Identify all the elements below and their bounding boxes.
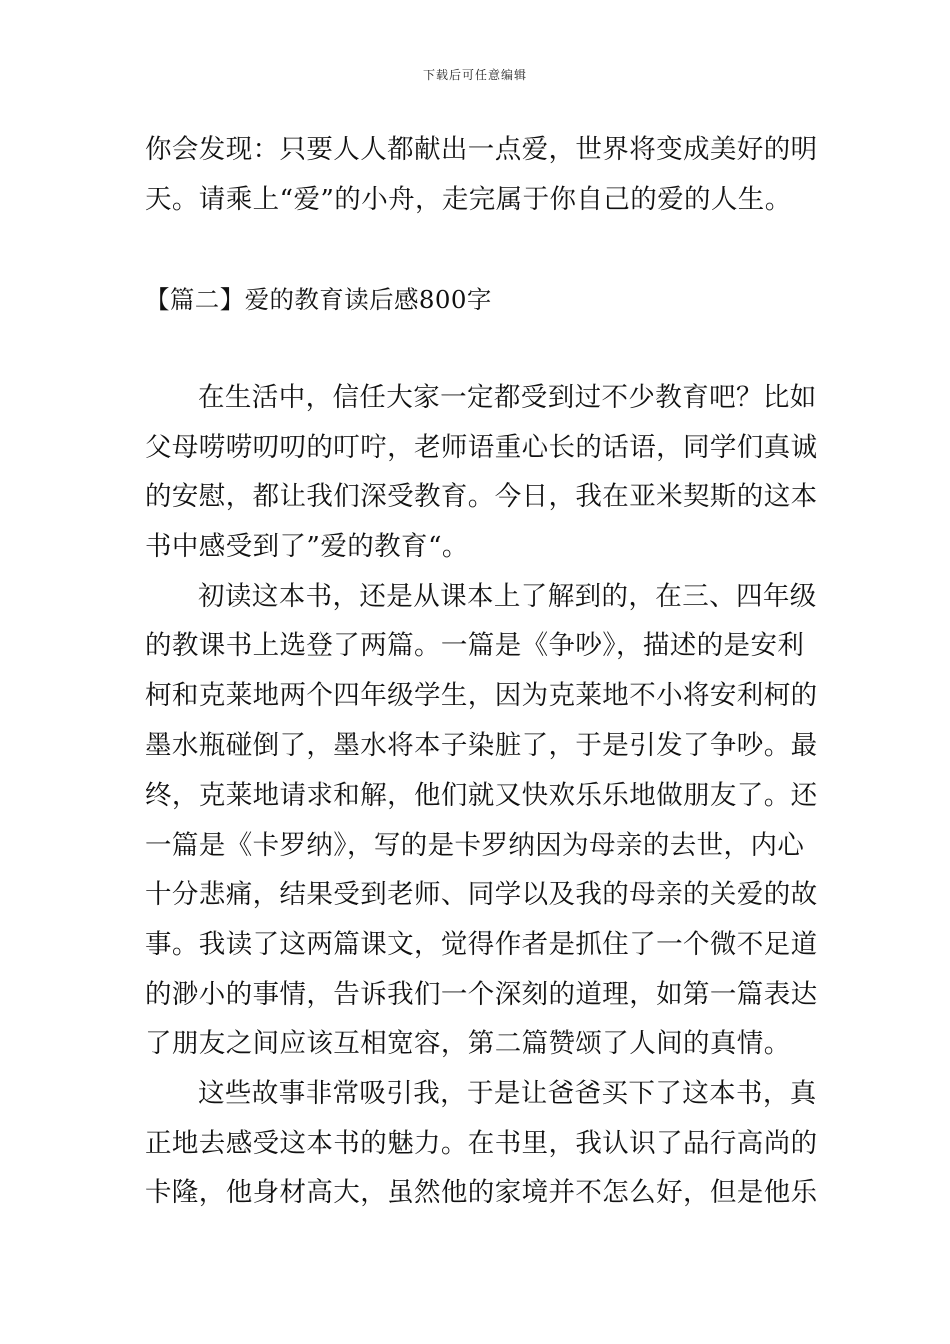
paragraph-line: 正地去感受这本书的魅力。在书里，我认识了品行高尚的 <box>145 1128 818 1159</box>
paragraph-line: 了朋友之间应该互相宽容，第二篇赞颂了人间的真情。 <box>145 1028 791 1059</box>
paragraph-line: 的渺小的事情，告诉我们一个深刻的道理，如第一篇表达 <box>145 979 818 1010</box>
intro-line: 天。请乘上“爱”的小舟，走完属于你自己的爱的人生。 <box>145 184 792 215</box>
paragraph-line: 墨水瓶碰倒了，墨水将本子染脏了，于是引发了争吵。最 <box>145 730 818 761</box>
paragraph-line: 的教课书上选登了两篇。一篇是《争吵》，描述的是安利 <box>145 630 805 661</box>
paragraph-line: 终，克莱地请求和解，他们就又快欢乐乐地做朋友了。还 <box>145 780 818 811</box>
paragraph-line: 这些故事非常吸引我，于是让爸爸买下了这本书，真 <box>198 1078 817 1109</box>
paragraph-line: 一篇是《卡罗纳》，写的是卡罗纳因为母亲的去世，内心 <box>145 830 805 861</box>
paragraph-line: 卡隆，他身材高大，虽然他的家境并不怎么好，但是他乐 <box>145 1177 818 1208</box>
paragraph-line: 初读这本书，还是从课本上了解到的，在三、四年级 <box>198 581 817 612</box>
paragraph-line: 十分悲痛，结果受到老师、同学以及我的母亲的关爱的故 <box>145 879 818 910</box>
section-heading: 【篇二】爱的教育读后感800字 <box>145 285 492 314</box>
paragraph-line: 书中感受到了”爱的教育“。 <box>145 531 469 562</box>
paragraph-line: 的安慰，都让我们深受教育。今日，我在亚米契斯的这本 <box>145 481 818 512</box>
paragraph-line: 柯和克莱地两个四年级学生，因为克莱地不小将安利柯的 <box>145 680 818 711</box>
paragraph-line: 事。我读了这两篇课文，觉得作者是抓住了一个微不足道 <box>145 929 818 960</box>
paragraph-line: 在生活中，信任大家一定都受到过不少教育吧？比如 <box>198 382 817 413</box>
paragraph-line: 父母唠唠叨叨的叮咛，老师语重心长的话语，同学们真诚 <box>145 432 818 463</box>
intro-line: 你会发现：只要人人都献出一点爱，世界将变成美好的明 <box>145 134 818 165</box>
page-header-note: 下载后可任意编辑 <box>422 68 527 82</box>
